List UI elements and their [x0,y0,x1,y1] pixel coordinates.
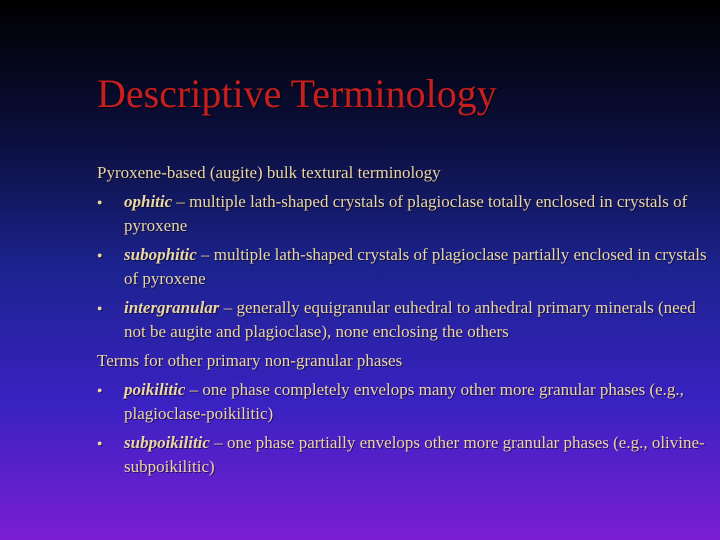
term-label: poikilitic [124,380,186,399]
bullet-dot-icon: ● [97,197,103,207]
term-definition: – generally equigranular euhedral to anhedral primary minerals (need not be augite and plagioclase), none enclosing the others [124,298,696,341]
term-definition: – one phase completely envelops many other more granular phases (e.g., plagioclase-poikilitic) [124,380,684,423]
section-heading: Pyroxene-based (augite) bulk textural terminology [97,163,441,182]
list-item [97,190,707,238]
term-label: subpoikilitic [124,433,210,452]
list-item [97,378,707,426]
bullet-dot-icon: ● [97,438,103,448]
slide-body [97,161,707,479]
term-label: intergranular [124,298,220,317]
term-label: subophitic [124,245,197,264]
list-item [97,243,707,291]
section-heading: Terms for other primary non-granular phases [97,351,403,370]
bullet-dot-icon: ● [97,250,103,260]
term-definition: – one phase partially envelops other more granular phases (e.g., olivine-subpoikilitic) [124,433,705,476]
bullet-dot-icon: ● [97,385,103,395]
term-label: ophitic [124,192,173,211]
bullet-dot-icon: ● [97,303,103,313]
term-definition: – multiple lath-shaped crystals of plagioclase partially enclosed in crystals of pyroxene [124,245,707,288]
term-definition: – multiple lath-shaped crystals of plagioclase totally enclosed in crystals of pyroxene [124,192,688,235]
slide-title: Descriptive Terminology [97,71,497,116]
list-item [97,296,707,344]
list-item [97,431,707,479]
